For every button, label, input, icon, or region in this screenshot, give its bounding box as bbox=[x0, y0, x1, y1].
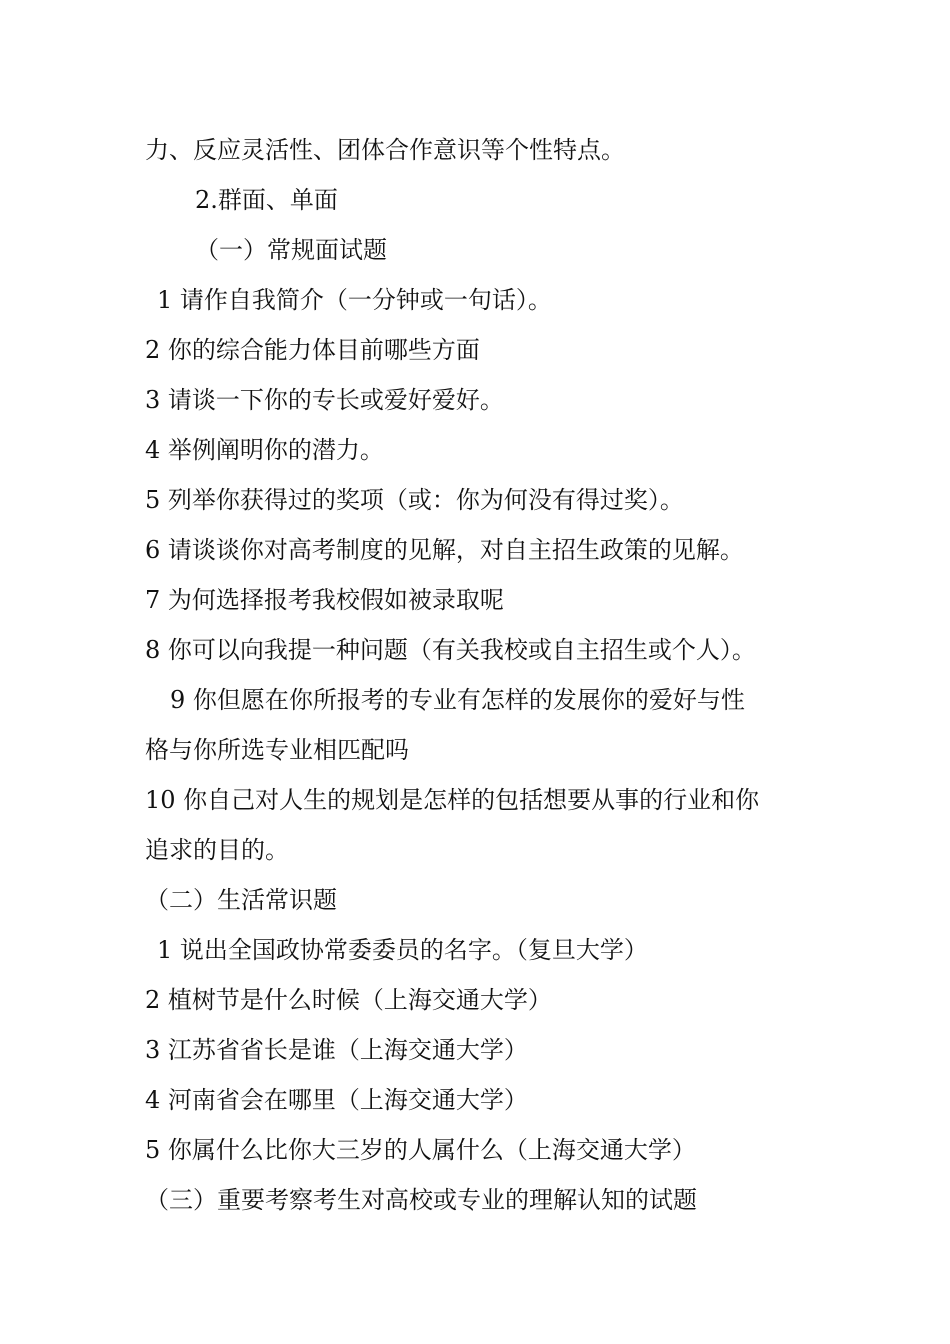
section-heading-general-knowledge: （二）生活常识题 bbox=[145, 886, 337, 914]
text-line-continuation: 力、反应灵活性、团体合作意识等个性特点。 bbox=[145, 136, 625, 164]
question-item-3: 3 请谈一下你的专长或爱好爱好。 bbox=[145, 386, 504, 414]
section-heading-group-interview: 2.群面、单面 bbox=[195, 186, 338, 214]
knowledge-item-5: 5 你属什么比你大三岁的人属什么（上海交通大学） bbox=[145, 1136, 696, 1164]
question-item-10-continuation: 追求的目的。 bbox=[145, 836, 289, 864]
knowledge-item-3: 3 江苏省省长是谁（上海交通大学） bbox=[145, 1036, 528, 1064]
question-item-6: 6 请谈谈你对高考制度的见解，对自主招生政策的见解。 bbox=[145, 536, 744, 564]
knowledge-item-2: 2 植树节是什么时候（上海交通大学） bbox=[145, 986, 552, 1014]
question-item-2: 2 你的综合能力体目前哪些方面 bbox=[145, 336, 480, 364]
section-heading-major-understanding: （三）重要考察考生对高校或专业的理解认知的试题 bbox=[145, 1186, 697, 1214]
knowledge-item-4: 4 河南省会在哪里（上海交通大学） bbox=[145, 1086, 528, 1114]
question-item-4: 4 举例阐明你的潜力。 bbox=[145, 436, 384, 464]
question-item-7: 7 为何选择报考我校假如被录取呢 bbox=[145, 586, 504, 614]
question-item-9: 9 你但愿在你所报考的专业有怎样的发展你的爱好与性 bbox=[170, 686, 745, 714]
question-item-8: 8 你可以向我提一种问题（有关我校或自主招生或个人）。 bbox=[145, 636, 756, 664]
question-item-1: 1 请作自我简介（一分钟或一句话）。 bbox=[157, 286, 552, 314]
question-item-10: 10 你自己对人生的规划是怎样的包括想要从事的行业和你 bbox=[145, 786, 760, 814]
question-item-5: 5 列举你获得过的奖项（或：你为何没有得过奖）。 bbox=[145, 486, 684, 514]
knowledge-item-1: 1 说出全国政协常委委员的名字。（复旦大学） bbox=[157, 936, 648, 964]
section-heading-regular-questions: （一）常规面试题 bbox=[195, 236, 387, 264]
question-item-9-continuation: 格与你所选专业相匹配吗 bbox=[145, 736, 409, 764]
